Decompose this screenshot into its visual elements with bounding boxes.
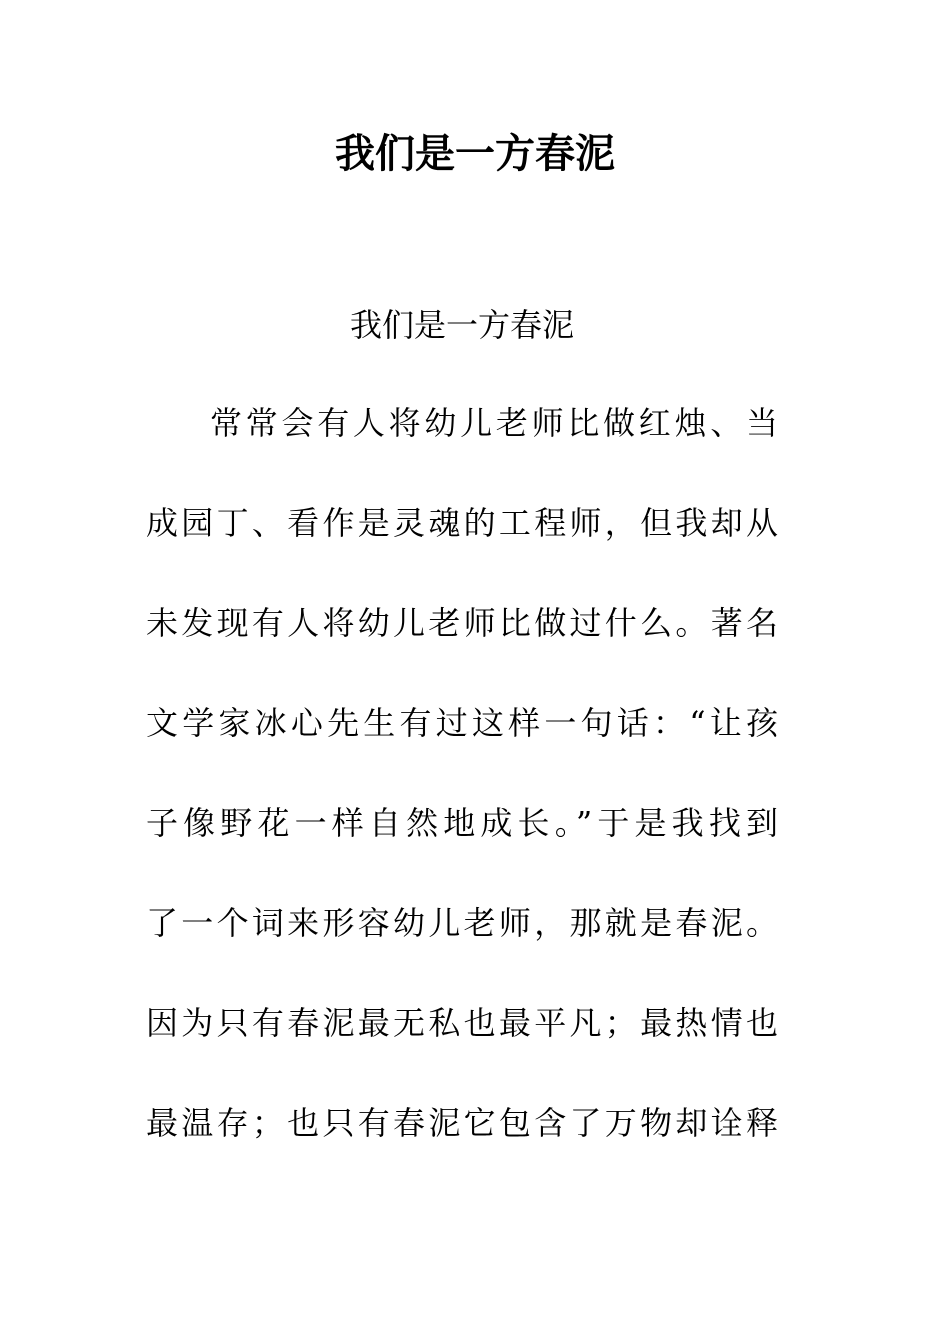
document-title: 我们是一方春泥 bbox=[335, 130, 615, 177]
paragraph-line: 因为只有春泥最无私也最平凡；最热情也 bbox=[146, 1004, 778, 1042]
document-body bbox=[146, 300, 778, 1198]
section-heading: 我们是一方春泥 bbox=[349, 306, 574, 344]
paragraph-line: 子像野花一样自然地成长。”于是我找到 bbox=[146, 804, 778, 842]
paragraph-line: 常常会有人将幼儿老师比做红烛、当 bbox=[210, 404, 778, 442]
paragraph-line: 未发现有人将幼儿老师比做过什么。著名 bbox=[146, 604, 778, 642]
paragraph-line: 成园丁、看作是灵魂的工程师，但我却从 bbox=[146, 504, 778, 542]
paragraph-line: 了一个词来形容幼儿老师，那就是春泥。 bbox=[146, 904, 778, 942]
paragraph-line: 文学家冰心先生有过这样一句话：“让孩 bbox=[146, 704, 778, 742]
paragraph-line: 最温存；也只有春泥它包含了万物却诠释 bbox=[146, 1104, 778, 1142]
